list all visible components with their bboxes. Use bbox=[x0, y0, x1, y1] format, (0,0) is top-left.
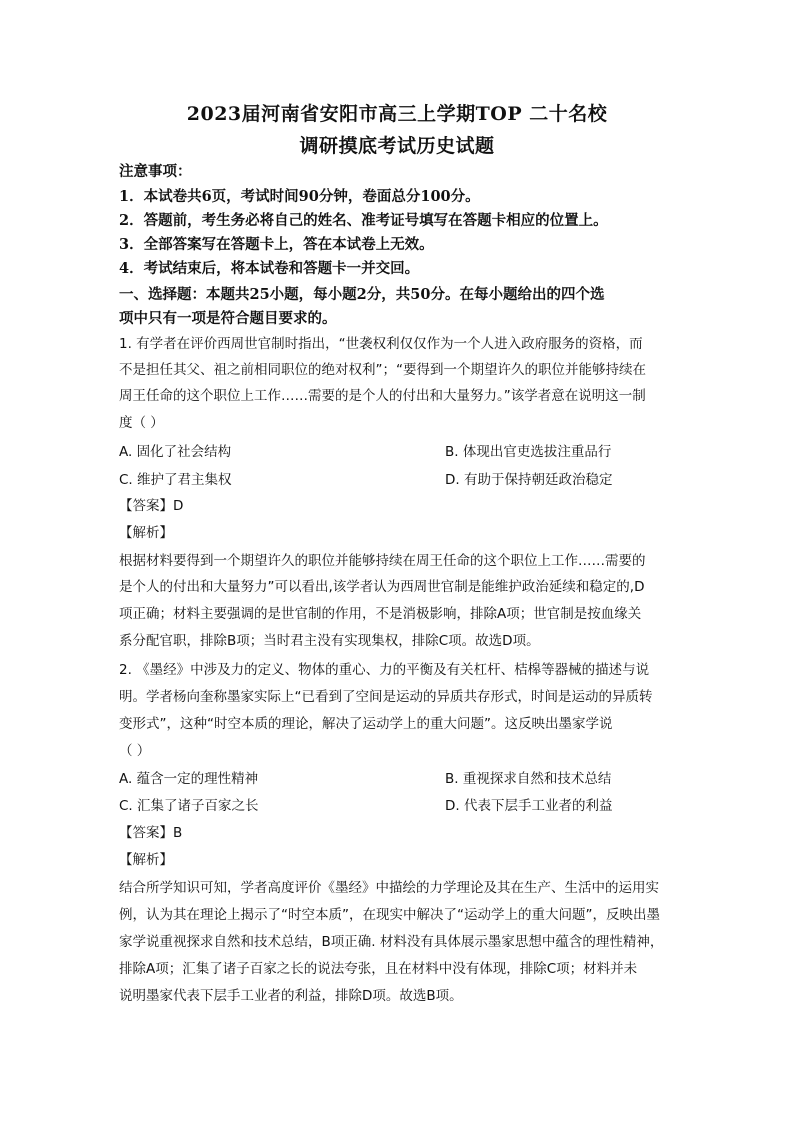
document-title-line-1: 2023届河南省安阳市高三上学期TOP 二十名校 bbox=[186, 103, 608, 125]
q2-stem-line: 明。学者杨向奎称墨家实际上“已看到了空间是运动的异质共存形式，时间是运动的异质转 bbox=[119, 689, 653, 705]
section-heading-line-2: 项中只有一项是符合题目要求的。 bbox=[119, 310, 337, 327]
q2-analysis-label: 【解析】 bbox=[119, 852, 173, 868]
notice-item: 3．全部答案写在答题卡上，答在本试卷上无效。 bbox=[119, 236, 434, 253]
q1-stem-line: 度（ ） bbox=[119, 415, 164, 431]
q1-answer: 【答案】D bbox=[119, 498, 184, 514]
q1-analysis-label: 【解析】 bbox=[119, 525, 173, 541]
q1-analysis-line: 项正确；材料主要强调的是世官制的作用，不是消极影响，排除A项；世官制是按血缘关 bbox=[119, 606, 642, 622]
q1-analysis-line: 系分配官职，排除B项；当时君主没有实现集权，排除C项。故选D项。 bbox=[119, 633, 540, 649]
q2-answer: 【答案】B bbox=[119, 825, 183, 841]
q2-analysis-line: 结合所学知识可知，学者高度评价《墨经》中描绘的力学理论及其在生产、生活中的运用实 bbox=[119, 880, 659, 896]
q1-option-c: C. 维护了君主集权 bbox=[119, 472, 232, 488]
q1-stem-line: 1. 有学者在评价西周世官制时指出，“世袭权利仅仅作为一个人进入政府服务的资格，而 bbox=[119, 336, 643, 352]
notice-heading: 注意事项： bbox=[119, 163, 192, 180]
q2-analysis-line: 例，认为其在理论上揭示了“时空本质”，在现实中解决了“运动学上的重大问题”，反映出墨 bbox=[119, 907, 660, 923]
q2-analysis-line: 家学说重视探求自然和技术总结，B项正确. 材料没有具体展示墨家思想中蕴含的理性精神， bbox=[119, 934, 664, 950]
q2-stem-line: 2. 《墨经》中涉及力的定义、物体的重心、力的平衡及有关杠杆、桔槔等器械的描述与说 bbox=[119, 662, 650, 678]
q2-analysis-line: 说明墨家代表下层手工业者的利益，排除D项。故选B项。 bbox=[119, 988, 463, 1004]
q2-option-b: B. 重视探求自然和技术总结 bbox=[445, 771, 612, 787]
q1-option-b: B. 体现出官吏选拔注重品行 bbox=[445, 444, 612, 460]
q1-option-a: A. 固化了社会结构 bbox=[119, 444, 232, 460]
q1-analysis-line: 是个人的付出和大量努力”可以看出,该学者认为西周世官制是能维护政治延续和稳定的,D bbox=[119, 579, 645, 595]
q2-option-c: C. 汇集了诸子百家之长 bbox=[119, 798, 259, 814]
q1-stem-line: 不是担任其父、祖之前相同职位的绝对权利”；“要得到一个期望许久的职位并能够持续在 bbox=[119, 362, 646, 378]
notice-item: 2．答题前，考生务必将自己的姓名、准考证号填写在答题卡相应的位置上。 bbox=[119, 212, 608, 229]
q1-option-d: D. 有助于保持朝廷政治稳定 bbox=[445, 472, 613, 488]
q2-option-a: A. 蕴含一定的理性精神 bbox=[119, 771, 259, 787]
document-title-line-2: 调研摸底考试历史试题 bbox=[299, 135, 495, 157]
q2-stem-line: （ ） bbox=[119, 743, 151, 759]
q2-stem-line: 变形式”，这种“时空本质的理论，解决了运动学上的重大问题”。这反映出墨家学说 bbox=[119, 716, 613, 732]
section-heading-line-1: 一、选择题：本题共25小题，每小题2分，共50分。在每小题给出的四个选 bbox=[119, 286, 605, 303]
notice-item: 1．本试卷共6页，考试时间90分钟，卷面总分100分。 bbox=[119, 188, 480, 205]
q1-stem-line: 周王任命的这个职位上工作……需要的是个人的付出和大量努力。”该学者意在说明这一制 bbox=[119, 388, 646, 404]
q1-analysis-line: 根据材料要得到一个期望许久的职位并能够持续在周王任命的这个职位上工作……需要的 bbox=[119, 553, 646, 569]
q2-analysis-line: 排除A项；汇集了诸子百家之长的说法夸张，且在材料中没有体现，排除C项；材料并未 bbox=[119, 961, 638, 977]
notice-item: 4．考试结束后，将本试卷和答题卡一并交回。 bbox=[119, 260, 420, 277]
q2-option-d: D. 代表下层手工业者的利益 bbox=[445, 798, 613, 814]
